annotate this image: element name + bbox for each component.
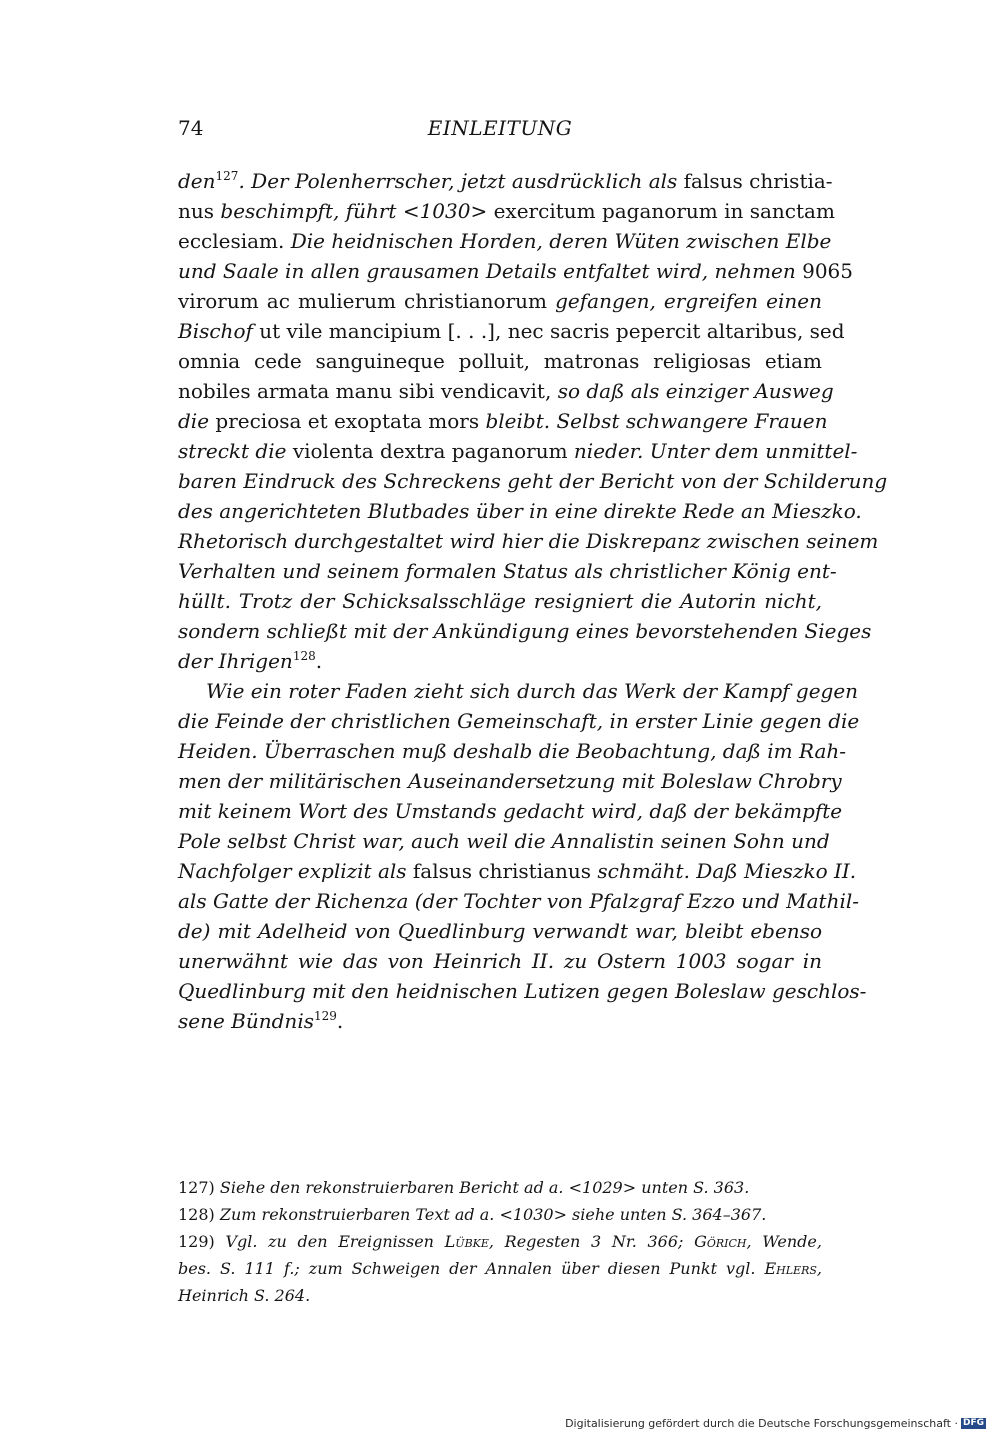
footnote-text: Vgl. zu den Ereignissen (225, 1232, 445, 1251)
text-run: violenta dextra paganorum (292, 439, 574, 463)
text-run: omnia cede sanguineque polluit, matronas religiosas etiam (178, 349, 822, 373)
text-line (178, 736, 847, 766)
text-line (178, 316, 845, 346)
text-run: virorum ac mulierum christianorum (178, 289, 556, 313)
text-line (178, 946, 822, 976)
text-line (178, 916, 822, 946)
text-run: des angerichteten Blutbades über in eine direkte Rede an Mieszko. (178, 499, 862, 523)
footnote-text: bes. S. 111 f.; zum Schweigen der Annalen über diesen Punkt vgl. (178, 1259, 765, 1278)
text-run: ut vile mancipium [. . .], nec sacris pepercit altaribus, sed (259, 319, 845, 343)
text-run: die (178, 409, 216, 433)
text-line (178, 766, 842, 796)
footnote-ref: 129 (313, 1009, 337, 1023)
text-run: . (315, 649, 323, 673)
text-run: < (402, 199, 420, 223)
text-run: unerwähnt wie das von Heinrich II. zu Ostern 1003 sogar in (178, 949, 822, 973)
text-run: . (336, 1009, 344, 1033)
text-line (178, 826, 830, 856)
text-run: den (178, 169, 216, 193)
text-run: bleibt. Selbst schwangere Frauen (485, 409, 828, 433)
text-line (178, 496, 862, 526)
text-run: gefangen, ergreifen einen (555, 289, 822, 313)
text-line (178, 436, 858, 466)
text-run: beschimpft, führt (220, 199, 403, 223)
body-text (178, 166, 888, 1036)
footnote-text: Görich (694, 1232, 747, 1251)
footnote-ref: 128 (292, 649, 316, 663)
text-line (178, 256, 854, 286)
text-run: falsus christia- (683, 169, 833, 193)
text-line (178, 196, 835, 226)
text-line (178, 706, 860, 736)
text-run: 1030 (419, 199, 471, 223)
text-line (178, 1006, 822, 1036)
text-line (178, 886, 860, 916)
text-run: Heiden. Überraschen muß deshalb die Beobachtung, daß im Rah- (178, 739, 847, 763)
footnote-text: Zum rekonstruierbaren Text ad a. <1030> siehe unten S. 364–367. (219, 1205, 767, 1224)
text-line (178, 526, 879, 556)
text-line (178, 646, 822, 676)
text-line (178, 976, 867, 1006)
footnote-text: Ehlers (764, 1259, 817, 1278)
text-run: der Ihrigen (178, 649, 293, 673)
text-run: ecclesiam. (178, 229, 291, 253)
text-run: Verhalten und seinem formalen Status als christlicher König ent- (178, 559, 837, 583)
text-run: so daß als einziger Ausweg (557, 379, 834, 403)
page-number: 74 (178, 116, 204, 140)
text-run: de) mit Adelheid von Quedlinburg verwandt war, bleibt ebenso (178, 919, 822, 943)
footnote-line (178, 1282, 822, 1309)
text-run: falsus christianus (412, 859, 598, 883)
footnote-number: 129) (178, 1232, 226, 1251)
text-run: > exercitum paganorum in sanctam (470, 199, 835, 223)
text-run: preciosa et exoptata mors (215, 409, 486, 433)
text-line (178, 346, 822, 376)
text-line (178, 286, 822, 316)
text-run: nus (178, 199, 221, 223)
text-run: 9065 (802, 259, 854, 283)
text-line (178, 466, 888, 496)
dfg-logo: DFG (962, 1418, 984, 1428)
footnotes (178, 1174, 822, 1309)
page-header (178, 116, 822, 148)
text-run: Bischof (178, 319, 260, 343)
text-run: schmäht. Daß Mieszko II. (597, 859, 857, 883)
text-run: und Saale in allen grausamen Details entfaltet wird, nehmen (178, 259, 803, 283)
footnote-text: , Regesten 3 Nr. 366; (488, 1232, 695, 1251)
text-run: sondern schließt mit der Ankündigung eines bevorstehenden Sieges (178, 619, 872, 643)
text-line (178, 406, 828, 436)
text-run: Pole selbst Christ war, auch weil die Annalistin seinen Sohn und (178, 829, 830, 853)
text-run: streckt die (178, 439, 293, 463)
text-run: sene Bündnis (178, 1009, 314, 1033)
footnote-text: , (816, 1259, 822, 1278)
footnote-text: Siehe den rekonstruierbaren Bericht ad a. <1029> unten S. 363. (219, 1178, 750, 1197)
text-run: die Feinde der christlichen Gemeinschaft, in erster Linie gegen die (178, 709, 860, 733)
text-run: Nachfolger explizit als (178, 859, 413, 883)
text-run: Quedlinburg mit den heidnischen Lutizen gegen Boleslaw geschlos- (178, 979, 867, 1003)
text-line (178, 376, 834, 406)
text-line (178, 676, 859, 706)
text-run: . Der Polenherrscher, jetzt ausdrücklich als (238, 169, 684, 193)
footnote-line (178, 1255, 822, 1282)
text-line (178, 796, 843, 826)
footnote-number: 128) (178, 1205, 220, 1224)
footnote-text: Heinrich S. 264. (178, 1286, 311, 1305)
footnote-text: , Wende, (746, 1232, 822, 1251)
text-run: men der militärischen Auseinandersetzung mit Boleslaw Chrobry (178, 769, 842, 793)
footnote-line (178, 1174, 822, 1201)
text-run: als Gatte der Richenza (der Tochter von Pfalzgraf Ezzo und Mathil- (178, 889, 860, 913)
footnote-text: Lübke (444, 1232, 489, 1251)
text-run: mit keinem Wort des Umstands gedacht wird, daß der bekämpfte (178, 799, 843, 823)
text-line (178, 166, 833, 196)
credit-text: Digitalisierung gefördert durch die Deutsche Forschungsgemeinschaft · (565, 1417, 958, 1430)
text-run: baren Eindruck des Schreckens geht der Bericht von der Schilderung (178, 469, 888, 493)
text-run: nobiles armata manu sibi vendicavit, (178, 379, 558, 403)
text-run: nieder. Unter dem unmittel- (573, 439, 858, 463)
footnote-line (178, 1201, 822, 1228)
text-run: Wie ein roter Faden zieht sich durch das Werk der Kampf gegen (206, 679, 859, 703)
footnote-number: 127) (178, 1178, 220, 1197)
footnote-ref: 127 (215, 169, 239, 183)
text-line (178, 556, 837, 586)
text-line (178, 226, 832, 256)
text-run: Rhetorisch durchgestaltet wird hier die Diskrepanz zwischen seinem (178, 529, 879, 553)
text-run: Die heidnischen Horden, deren Wüten zwischen Elbe (290, 229, 832, 253)
text-line (178, 616, 872, 646)
text-line (178, 586, 822, 616)
footnote-line (178, 1228, 822, 1255)
text-line (178, 856, 857, 886)
digitization-credit (565, 1417, 986, 1430)
text-run: hüllt. Trotz der Schicksalsschläge resigniert die Autorin nicht, (178, 589, 822, 613)
running-title: EINLEITUNG (427, 116, 573, 140)
